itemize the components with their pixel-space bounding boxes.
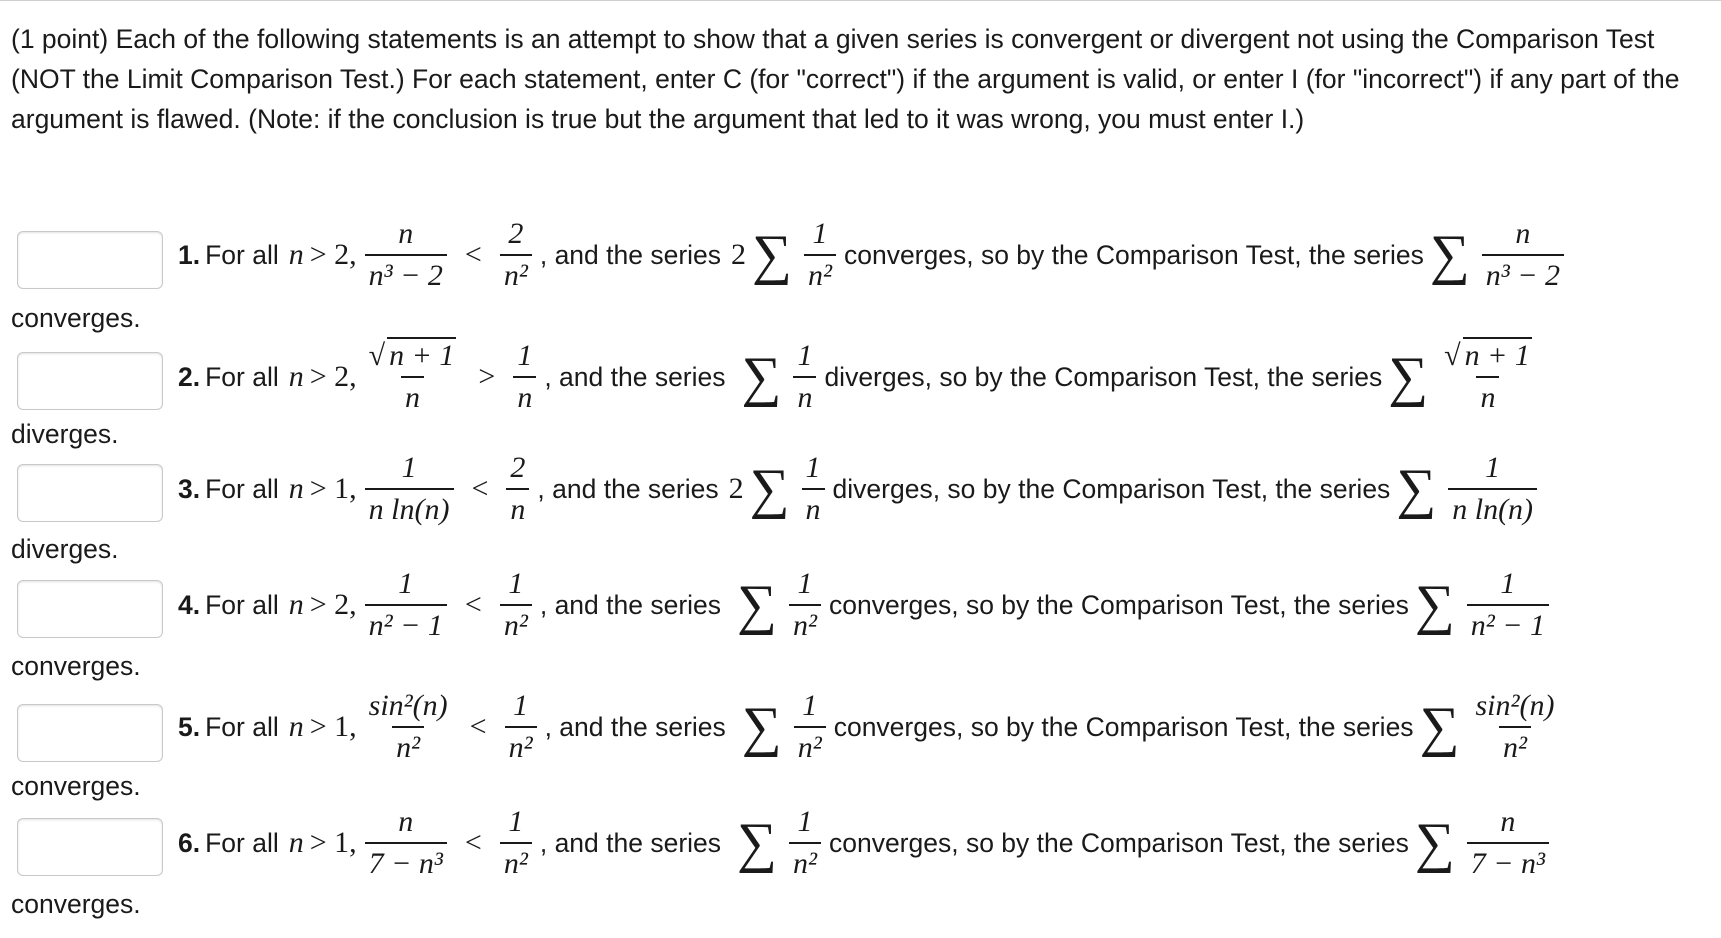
lhs-fraction: $\frac{n}{\text{7 − n³}}$: [365, 807, 447, 879]
answer-input-4[interactable]: [17, 580, 163, 638]
problem-intro: (1 point) Each of the following statements is an attempt to show that a given series is convergent or divergent not using the Comparison Test (NOT the Limit Comparison Test.) For each statement, enter C (for "correct") if the argument is valid, or enter I (for "incorrect") if any part of the argument is flawed. (Note: if the conclusion is true but the argument that led to it was wrong, you must enter I.): [11, 24, 1680, 134]
final-fraction: $\frac{√ n + 1}{n}$: [1444, 339, 1530, 414]
sigma-icon: ∑: [737, 812, 777, 874]
statement-number: 6.: [178, 827, 201, 858]
rhs-fraction: $\frac{1}{\text{n²}}$: [505, 691, 537, 763]
series-fraction: $\frac{1}{\text{n²}}$: [794, 691, 826, 763]
rhs-fraction: $\frac{1}{n}$: [513, 341, 536, 413]
statement-text-3: 3. For all n > 1, $\frac{1}{\text{n ln(n)}}$ < $\frac{2}{n}$ , and the series 2 ∑ $\frac{1}{n}$ diverges, so by the Comparison Test, the series ∑ $\frac{1}{\text{n ln(n)}}$: [178, 453, 1545, 525]
statement-text-1: 1. For all n > 2, $\frac{n}{\text{n³ − 2}}$ < $\frac{2}{\text{n²}}$ , and the series 2 ∑ $\frac{1}{\text{n²}}$ converges, so by the Comparison Test, the series ∑ $\frac{n}{\text{n³ − 2}}$: [178, 219, 1572, 291]
lhs-fraction: $\frac{1}{\text{n ln(n)}}$: [365, 453, 454, 525]
statement-text-4: 4. For all n > 2, $\frac{1}{\text{n² − 1}}$ < $\frac{1}{\text{n²}}$ , and the series ∑ $\frac{1}{\text{n²}}$ converges, so by the Comparison Test, the series ∑ $\frac{1}{\text{n² − 1}}$: [178, 569, 1557, 641]
final-fraction: $\frac{n}{\text{7 − n³}}$: [1467, 807, 1549, 879]
conclusion-2: diverges.: [11, 419, 119, 449]
lhs-fraction: $\frac{n}{\text{n³ − 2}}$: [365, 219, 447, 291]
answer-input-6[interactable]: [17, 818, 163, 876]
final-fraction: $\frac{1}{\text{n² − 1}}$: [1467, 569, 1549, 641]
series-fraction: $\frac{1}{\text{n²}}$: [789, 569, 821, 641]
sigma-icon: ∑: [737, 574, 777, 636]
answer-input-2[interactable]: [17, 352, 163, 410]
statement-text-5: 5. For all n > 1, $\frac{\text{sin²(n)}}{\text{n²}}$ < $\frac{1}{\text{n²}}$ , and the series ∑ $\frac{1}{\text{n²}}$ converges, so by the Comparison Test, the series ∑ $\frac{\text{sin²(n)}}{\text{n²}}$: [178, 691, 1566, 763]
rhs-fraction: $\frac{1}{\text{n²}}$: [500, 569, 532, 641]
conclusion-1: converges.: [11, 303, 141, 333]
sigma-icon: ∑: [1388, 346, 1429, 408]
answer-input-3[interactable]: [17, 464, 163, 522]
final-fraction: $\frac{\text{sin²(n)}}{\text{n²}}$: [1475, 689, 1555, 764]
sigma-icon: ∑: [1414, 812, 1455, 874]
series-fraction: $\frac{1}{n}$: [802, 453, 825, 525]
sigma-icon: ∑: [741, 696, 782, 758]
rhs-fraction: $\frac{1}{\text{n²}}$: [500, 807, 532, 879]
final-fraction: $\frac{n}{\text{n³ − 2}}$: [1482, 219, 1564, 291]
statement-text-6: 6. For all n > 1, $\frac{n}{\text{7 − n³}}$ < $\frac{1}{\text{n²}}$ , and the series ∑ $\frac{1}{\text{n²}}$ converges, so by the Comparison Test, the series ∑ $\frac{n}{\text{7 − n³}}$: [178, 807, 1557, 879]
sigma-icon: ∑: [752, 224, 792, 286]
conclusion-5: converges.: [11, 771, 141, 801]
sigma-icon: ∑: [741, 346, 782, 408]
answer-input-5[interactable]: [17, 704, 163, 762]
conclusion-3: diverges.: [11, 534, 119, 564]
statement-number: 3.: [178, 473, 201, 504]
final-fraction: $\frac{1}{\text{n ln(n)}}$: [1448, 453, 1537, 525]
statement-number: 1.: [178, 239, 201, 270]
lhs-fraction: $\frac{√ n + 1}{n}$: [368, 339, 455, 414]
answer-input-1[interactable]: [17, 231, 163, 289]
series-fraction: $\frac{1}{\text{n²}}$: [789, 807, 821, 879]
statement-number: 4.: [178, 589, 201, 620]
sigma-icon: ∑: [1414, 574, 1455, 636]
rhs-fraction: $\frac{2}{\text{n²}}$: [500, 219, 532, 291]
series-fraction: $\frac{1}{\text{n²}}$: [804, 219, 836, 291]
statement-text-2: 2. For all n > 2, $\frac{√ n + 1}{n}$ > $\frac{1}{n}$ , and the series ∑ $\frac{1}{n}$ diverges, so by the Comparison Test, the series ∑ $\frac{√ n + 1}{n}$: [178, 341, 1544, 413]
conclusion-4: converges.: [11, 651, 141, 681]
series-fraction: $\frac{1}{n}$: [793, 341, 816, 413]
statement-number: 5.: [178, 711, 201, 742]
sigma-icon: ∑: [1429, 224, 1470, 286]
sigma-icon: ∑: [1396, 458, 1437, 520]
sigma-icon: ∑: [1419, 696, 1460, 758]
sigma-icon: ∑: [749, 458, 790, 520]
conclusion-6: converges.: [11, 889, 141, 919]
rhs-fraction: $\frac{2}{n}$: [506, 453, 529, 525]
lhs-fraction: $\frac{\text{sin²(n)}}{\text{n²}}$: [368, 689, 448, 764]
statement-number: 2.: [178, 361, 201, 392]
lhs-fraction: $\frac{1}{\text{n² − 1}}$: [365, 569, 447, 641]
